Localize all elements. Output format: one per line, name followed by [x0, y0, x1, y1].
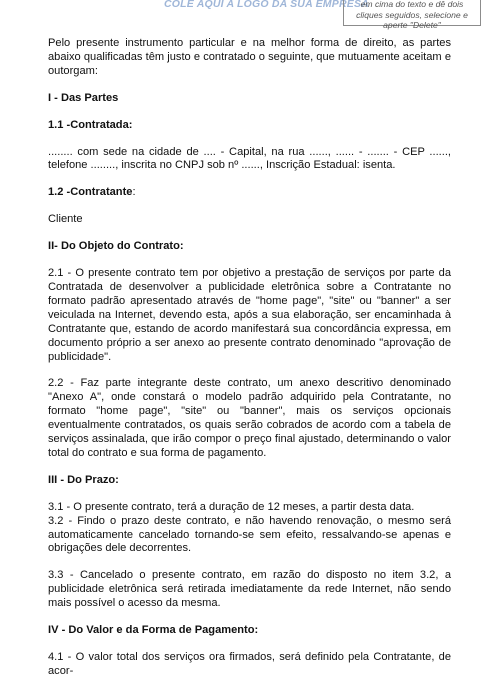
clause-3-2: 3.2 - Findo o prazo deste contrato, e não havendo renovação, o mesmo será automaticamente cancelado tornando-se sem efeito, ressalvando-se apenas e obrigações dele decorrentes. — [48, 514, 451, 555]
clause-2-2: 2.2 - Faz parte integrante deste contrato, um anexo descritivo denominado "Anexo A", onde constará o modelo padrão adquirido pela Contratante, no formato "home page", "site" ou "banner", mais os serviços opcionais eventualmente contratados, os quais serão cobrados de acordo com a tabela de serviços assinalada, que irão compor o preço final ajustado, determinando o valor total do contrato e sua forma de pagamento. — [48, 377, 451, 459]
contracted-title: 1.1 -Contratada: — [48, 118, 133, 131]
contract-body — [48, 37, 451, 679]
logo-placeholder: COLE AQUI A LOGO DA SUA EMPRESA — [164, 0, 369, 10]
instruction-note: em cima do texto e dê dois cliques seguidos, selecione e aperte "Delete" — [343, 0, 481, 26]
contracted-details: ........ com sede na cidade de .... - Capital, na rua ......, ...... - ....... - CEP ......, telefone ........, inscrita no CNPJ sob nº ......, Inscrição Estadual: isenta. — [48, 145, 451, 172]
clause-3-1: 3.1 - O presente contrato, terá a duração de 12 meses, a partir desta data. — [48, 500, 415, 513]
section-object-title: II- Do Objeto do Contrato: — [48, 240, 184, 253]
contractor-details: Cliente — [48, 213, 83, 226]
section-payment-title: IV - Do Valor e da Forma de Pagamento: — [48, 624, 259, 637]
contractor-title: 1.2 -Contratante — [48, 186, 133, 199]
clause-4-1: 4.1 - O valor total dos serviços ora firmados, será definido pela Contratante, de acor- — [48, 651, 451, 677]
clause-2-1: 2.1 - O presente contrato tem por objetivo a prestação de serviços por parte da Contratada de desenvolver a publicidade eletrônica sobre a Contratante no formato padrão apresentado através de "home page", "site" ou "banner" a ser veiculada na Internet, devendo esta, após a sua elaboração, ser encaminhada à Contratante que, estando de acordo manifestará sua concordância expressa, em documento próprio a ser anexo ao presente contrato denominado "aprovação de publicidade". — [48, 267, 451, 363]
section-term-title: III - Do Prazo: — [48, 473, 119, 486]
intro-paragraph: Pelo presente instrumento particular e na melhor forma de direito, as partes abaixo qualificadas têm justo e contratado o seguinte, que mutuamente aceitam e outorgam: — [48, 37, 451, 77]
contractor-title-line — [48, 186, 451, 200]
clause-3-3: 3.3 - Cancelado o presente contrato, em razão do disposto no item 3.2, a publicidade eletrônica será retirada imediatamente da rede Internet, não sendo mais possível o acesso da mesma. — [48, 569, 451, 610]
contractor-colon: : — [132, 186, 136, 199]
section-parties-title: I - Das Partes — [48, 91, 119, 104]
